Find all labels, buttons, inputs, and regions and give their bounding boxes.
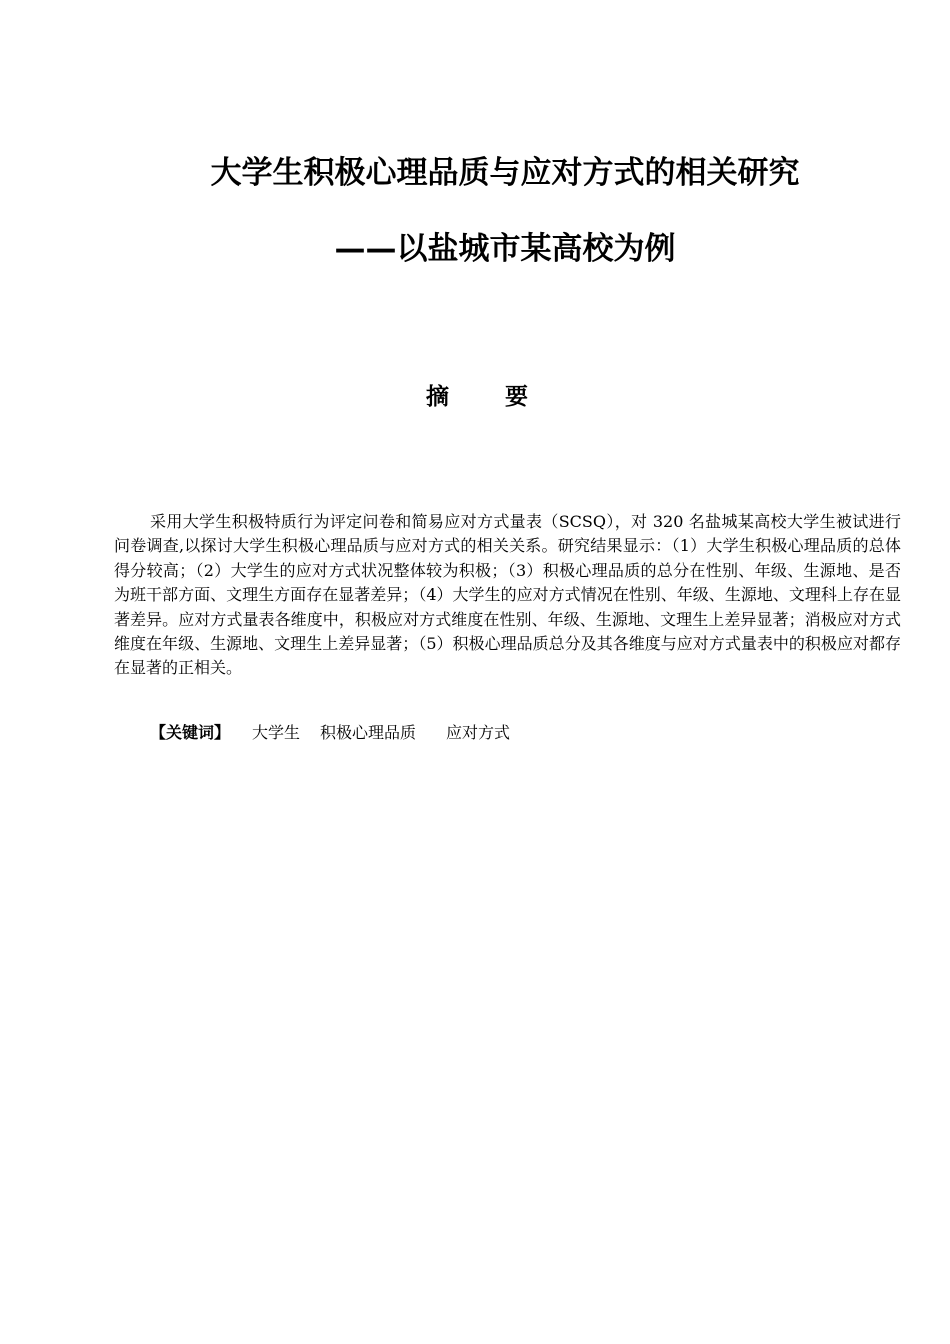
abstract-body: 采用大学生积极特质行为评定问卷和简易应对方式量表（SCSQ），对 320 名盐城某高校大学生被试进行问卷调查,以探讨大学生积极心理品质与应对方式的相关关系。研究结果显示：（1）大学生积极心理品质的总体得分较高；（2）大学生的应对方式状况整体较为积极；（3）积极心理品质的总分在性别、年级、生源地、是否为班干部方面、文理生方面存在显著差异；（4）大学生的应对方式情况在性别、年级、生源地、文理科上存在显著差异。应对方式量表各维度中，积极应对方式维度在性别、年级、生源地、文理生上差异显著；消极应对方式维度在年级、生源地、文理生上差异显著；（5）积极心理品质总分及其各维度与应对方式量表中的积极应对都存在显著的正相关。 [114, 512, 901, 678]
paper-title: 大学生积极心理品质与应对方式的相关研究 [210, 155, 800, 191]
keyword-item: 应对方式 [446, 723, 511, 742]
abstract-heading: 摘要 [426, 384, 584, 410]
keywords-label: 【关键词】 [150, 723, 231, 742]
keywords-line [150, 721, 900, 745]
keyword-item: 大学生 [252, 723, 301, 742]
keyword-item: 积极心理品质 [320, 723, 417, 742]
paper-subtitle: ——以盐城市某高校为例 [334, 231, 676, 267]
